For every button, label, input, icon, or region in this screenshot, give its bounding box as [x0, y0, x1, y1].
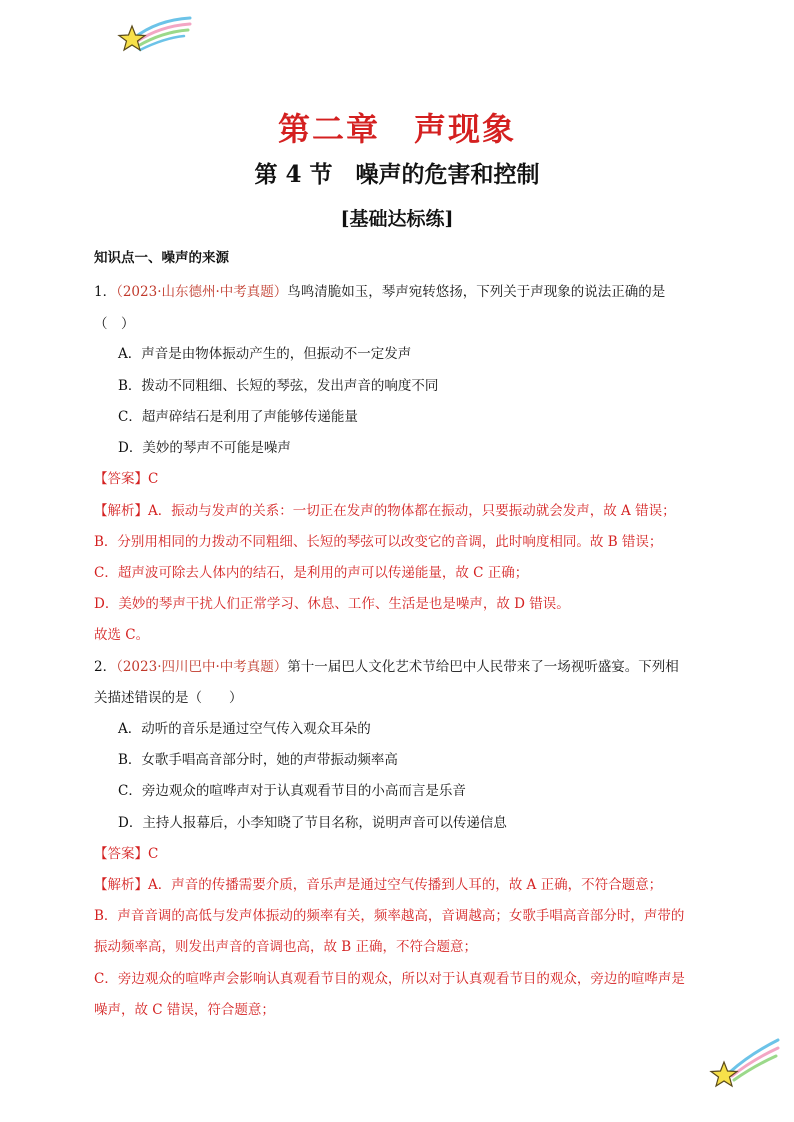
- question-source: （2023·四川巴中·中考真题）: [116, 659, 288, 675]
- analysis-2-line: B．声音音调的高低与发声体振动的频率有关，频率越高，音调越高；女歌手唱高音部分时，声带的: [94, 908, 685, 924]
- analysis-1-line: D．美妙的琴声干扰人们正常学习、休息、工作、生活是也是噪声，故 D 错误。: [94, 596, 570, 612]
- option-d: D．主持人报幕后，小李知晓了节目名称，说明声音可以传递信息: [118, 815, 507, 831]
- analysis-2-line: 噪声，故 C 错误，符合题意；: [94, 1002, 275, 1018]
- option-b: B．拨动不同粗细、长短的琴弦，发出声音的响度不同: [118, 378, 439, 394]
- question-text: 鸟鸣清脆如玉，琴声宛转悠扬，下列关于声现象的说法正确的是: [287, 284, 666, 300]
- analysis-2-line: 振动频率高，则发出声音的音调也高，故 B 正确，不符合题意；: [94, 939, 478, 955]
- knowledge-point-heading: 知识点一、噪声的来源: [94, 250, 229, 266]
- option-d: D．美妙的琴声不可能是噪声: [118, 440, 291, 456]
- question-number: 2．: [94, 659, 117, 675]
- option-c: C．超声碎结石是利用了声能够传递能量: [118, 409, 358, 425]
- answer-2: 【答案】C: [94, 846, 159, 862]
- analysis-2-line: C．旁边观众的喧哗声会影响认真观看节目的观众，所以对于认真观看节目的观众，旁边的喧哗声是: [94, 971, 685, 987]
- analysis-1-line: C．超声波可除去人体内的结石，是利用的声可以传递能量，故 C 正确；: [94, 565, 529, 581]
- question-2-stem-cont: 关描述错误的是（ ）: [94, 690, 243, 706]
- shooting-star-icon: [112, 16, 192, 60]
- subsection-title: [基础达标练]: [340, 208, 454, 230]
- shooting-star-icon: [706, 1032, 780, 1100]
- analysis-2-line: 【解析】A．声音的传播需要介质，音乐声是通过空气传播到人耳的，故 A 正确，不符合题意；: [94, 877, 663, 893]
- option-a: A．动听的音乐是通过空气传入观众耳朵的: [118, 721, 371, 737]
- analysis-1-line: B．分别用相同的力拨动不同粗细、长短的琴弦可以改变它的音调，此时响度相同。故 B 错误；: [94, 534, 663, 550]
- section-title: 第 4 节 噪声的危害和控制: [254, 161, 540, 188]
- option-c: C．旁边观众的喧哗声对于认真观看节目的小高而言是乐音: [118, 783, 466, 799]
- question-1-stem: [94, 286, 665, 300]
- chapter-title: 第二章 声现象: [277, 110, 516, 148]
- question-2-stem: [94, 661, 679, 675]
- question-text: 第十一届巴人文化艺术节给巴中人民带来了一场视听盛宴。下列相: [287, 659, 679, 675]
- option-a: A．声音是由物体振动产生的，但振动不一定发声: [118, 346, 412, 362]
- option-b: B．女歌手唱高音部分时，她的声带振动频率高: [118, 752, 398, 768]
- answer-1: 【答案】C: [94, 471, 159, 487]
- analysis-1-conclusion: 故选 C。: [94, 627, 150, 643]
- question-source: （2023·山东德州·中考真题）: [116, 284, 288, 300]
- question-1-paren: （ ）: [94, 316, 135, 332]
- question-number: 1．: [94, 284, 117, 300]
- analysis-1-line: 【解析】A．振动与发声的关系：一切正在发声的物体都在振动，只要振动就会发声，故 A 错误；: [94, 503, 676, 519]
